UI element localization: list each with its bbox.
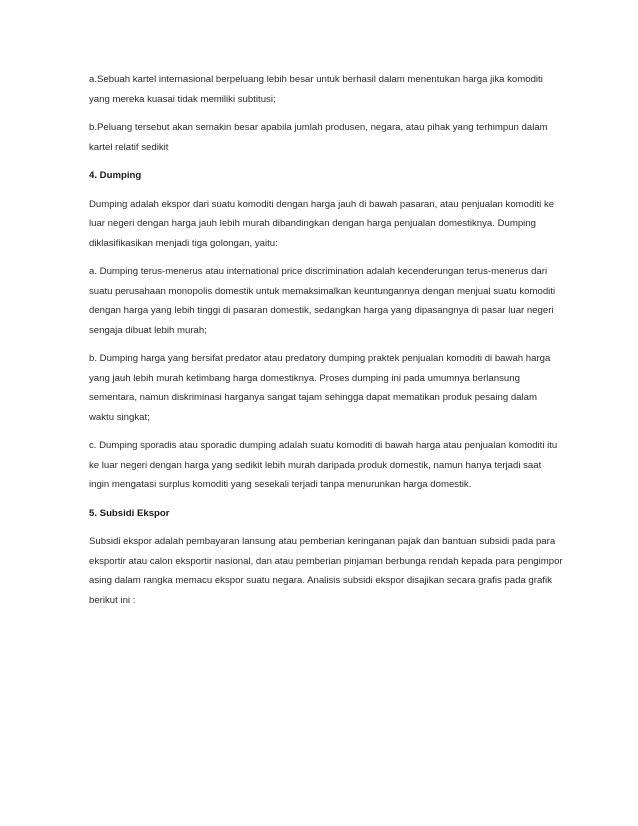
paragraph-kartel-b: b.Peluang tersebut akan semakin besar apabila jumlah produsen, negara, atau pihak yang terhimpun dalam kartel relatif sedikit	[89, 122, 548, 153]
document-body	[89, 70, 564, 619]
paragraph-dumping-a: a. Dumping terus-menerus atau international price discrimination adalah kecenderungan terus-menerus dari suatu perusahaan monopolis domestik untuk memaksimalkan keuntungannya dengan menjual suatu komoditi dengan harga yang lebih tinggi di pasaran domestik, sedangkan harga yang dipasangnya di pasar luar negeri sengaja dibuat lebih murah;	[89, 266, 556, 336]
section-heading-subsidi-ekspor: 5. Subsidi Ekspor	[89, 507, 170, 519]
paragraph-dumping-c: c. Dumping sporadis atau sporadic dumping adalah suatu komoditi di bawah harga atau penjualan komoditi itu ke luar negeri dengan harga yang sedikit lebih murah daripada produk domestik, namun hanya terjadi saat ingin mengatasi surplus komoditi yang sesekali terjadi tanpa menurunkan harga domestik.	[89, 440, 558, 490]
section-heading-dumping: 4. Dumping	[89, 170, 142, 181]
paragraph-dumping-b: b. Dumping harga yang bersifat predator atau predatory dumping praktek penjualan komoditi di bawah harga yang jauh lebih murah ketimbang harga domestiknya. Proses dumping ini pada umumnya berlansung sementara, namun diskriminasi harganya sangat tajam sehingga dapat mematikan produk pesaing dalam waktu singkat;	[89, 353, 551, 423]
paragraph-dumping-definition: Dumping adalah ekspor dari suatu komoditi dengan harga jauh di bawah pasaran, atau penjualan komoditi ke luar negeri dengan harga jauh lebih murah dibandingkan dengan harga penjualan domestiknya. Dumping diklasifikasikan menjadi tiga golongan, yaitu:	[89, 198, 555, 249]
paragraph-subsidi-definition: Subsidi ekspor adalah pembayaran lansung atau pemberian keringanan pajak dan bantuan subsidi pada para eksportir atau calon eksportir nasional, dan atau pemberian pinjaman berbunga rendah kepada para pengimpor asing dalam rangka memacu ekspor suatu negara. Analisis subsidi ekspor disajikan secara grafis pada grafik berikut ini :	[89, 536, 563, 606]
paragraph-kartel-a: a.Sebuah kartel internasional berpeluang lebih besar untuk berhasil dalam menentukan harga jika komoditi yang mereka kuasai tidak memiliki subtitusi;	[89, 74, 543, 105]
